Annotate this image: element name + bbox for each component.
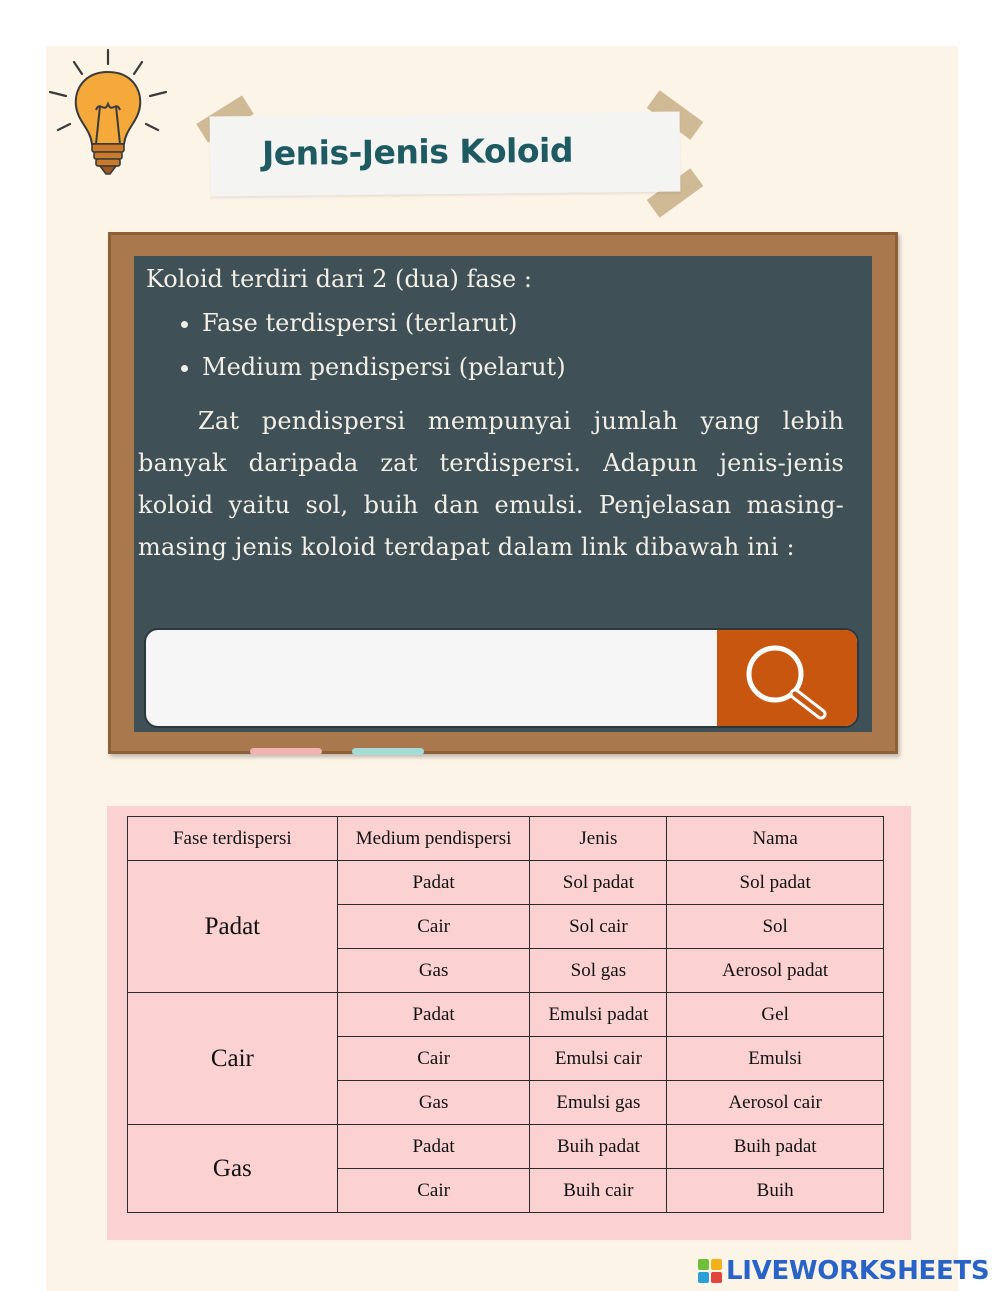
chalkboard <box>134 256 872 732</box>
nama-cell: Sol <box>667 905 884 949</box>
liveworksheets-logo[interactable] <box>698 1256 989 1286</box>
chalk-pink <box>250 748 322 755</box>
nama-cell: Gel <box>667 993 884 1037</box>
header-fase: Fase terdispersi <box>128 817 338 861</box>
medium-cell: Cair <box>337 1169 530 1213</box>
jenis-cell: Buih padat <box>530 1125 667 1169</box>
jenis-cell: Emulsi cair <box>530 1037 667 1081</box>
search-button[interactable] <box>717 630 857 726</box>
nama-cell: Sol padat <box>667 861 884 905</box>
header-nama: Nama <box>667 817 884 861</box>
list-item: • Medium pendispersi (pelarut) <box>202 346 844 390</box>
table-row <box>128 993 884 1037</box>
table-row <box>128 861 884 905</box>
lightbulb-icon <box>44 44 174 184</box>
fase-cell: Cair <box>128 993 338 1125</box>
jenis-cell: Sol gas <box>530 949 667 993</box>
search-input[interactable] <box>146 630 721 726</box>
page-title: Jenis-Jenis Koloid <box>261 130 574 173</box>
phase-list <box>138 302 844 390</box>
chalkboard-frame <box>108 232 898 754</box>
list-item: • Fase terdispersi (terlarut) <box>202 302 844 346</box>
jenis-cell: Emulsi padat <box>530 993 667 1037</box>
description-paragraph: Zat pendispersi mempunyai jumlah yang lebih banyak daripada zat terdispersi. Adapun jenis-jenis koloid yaitu sol, buih dan emulsi. Penjelasan masing-masing jenis koloid terdapat dalam link dibawah ini : <box>138 407 844 561</box>
header-medium: Medium pendispersi <box>337 817 530 861</box>
intro-text: Koloid terdiri dari 2 (dua) fase : <box>146 265 532 293</box>
table-panel <box>107 806 911 1240</box>
nama-cell: Buih <box>667 1169 884 1213</box>
table-row <box>128 1125 884 1169</box>
nama-cell: Aerosol padat <box>667 949 884 993</box>
jenis-cell: Sol cair <box>530 905 667 949</box>
chalkboard-text <box>138 262 844 568</box>
jenis-cell: Sol padat <box>530 861 667 905</box>
medium-cell: Gas <box>337 949 530 993</box>
table-header-row <box>128 817 884 861</box>
medium-cell: Padat <box>337 861 530 905</box>
nama-cell: Buih padat <box>667 1125 884 1169</box>
magnifier-icon <box>717 630 857 726</box>
fase-cell: Padat <box>128 861 338 993</box>
liveworksheets-logo-icon <box>698 1259 722 1283</box>
medium-cell: Gas <box>337 1081 530 1125</box>
title-banner <box>192 96 702 216</box>
koloid-table <box>127 816 884 1213</box>
medium-cell: Cair <box>337 905 530 949</box>
search-bar <box>144 628 859 728</box>
header-jenis: Jenis <box>530 817 667 861</box>
medium-cell: Padat <box>337 1125 530 1169</box>
medium-cell: Padat <box>337 993 530 1037</box>
logo-text: LIVEWORKSHEETS <box>726 1256 990 1286</box>
nama-cell: Aerosol cair <box>667 1081 884 1125</box>
jenis-cell: Emulsi gas <box>530 1081 667 1125</box>
fase-cell: Gas <box>128 1125 338 1213</box>
medium-cell: Cair <box>337 1037 530 1081</box>
title-paper <box>210 112 681 197</box>
chalk-cyan <box>352 748 424 755</box>
nama-cell: Emulsi <box>667 1037 884 1081</box>
jenis-cell: Buih cair <box>530 1169 667 1213</box>
